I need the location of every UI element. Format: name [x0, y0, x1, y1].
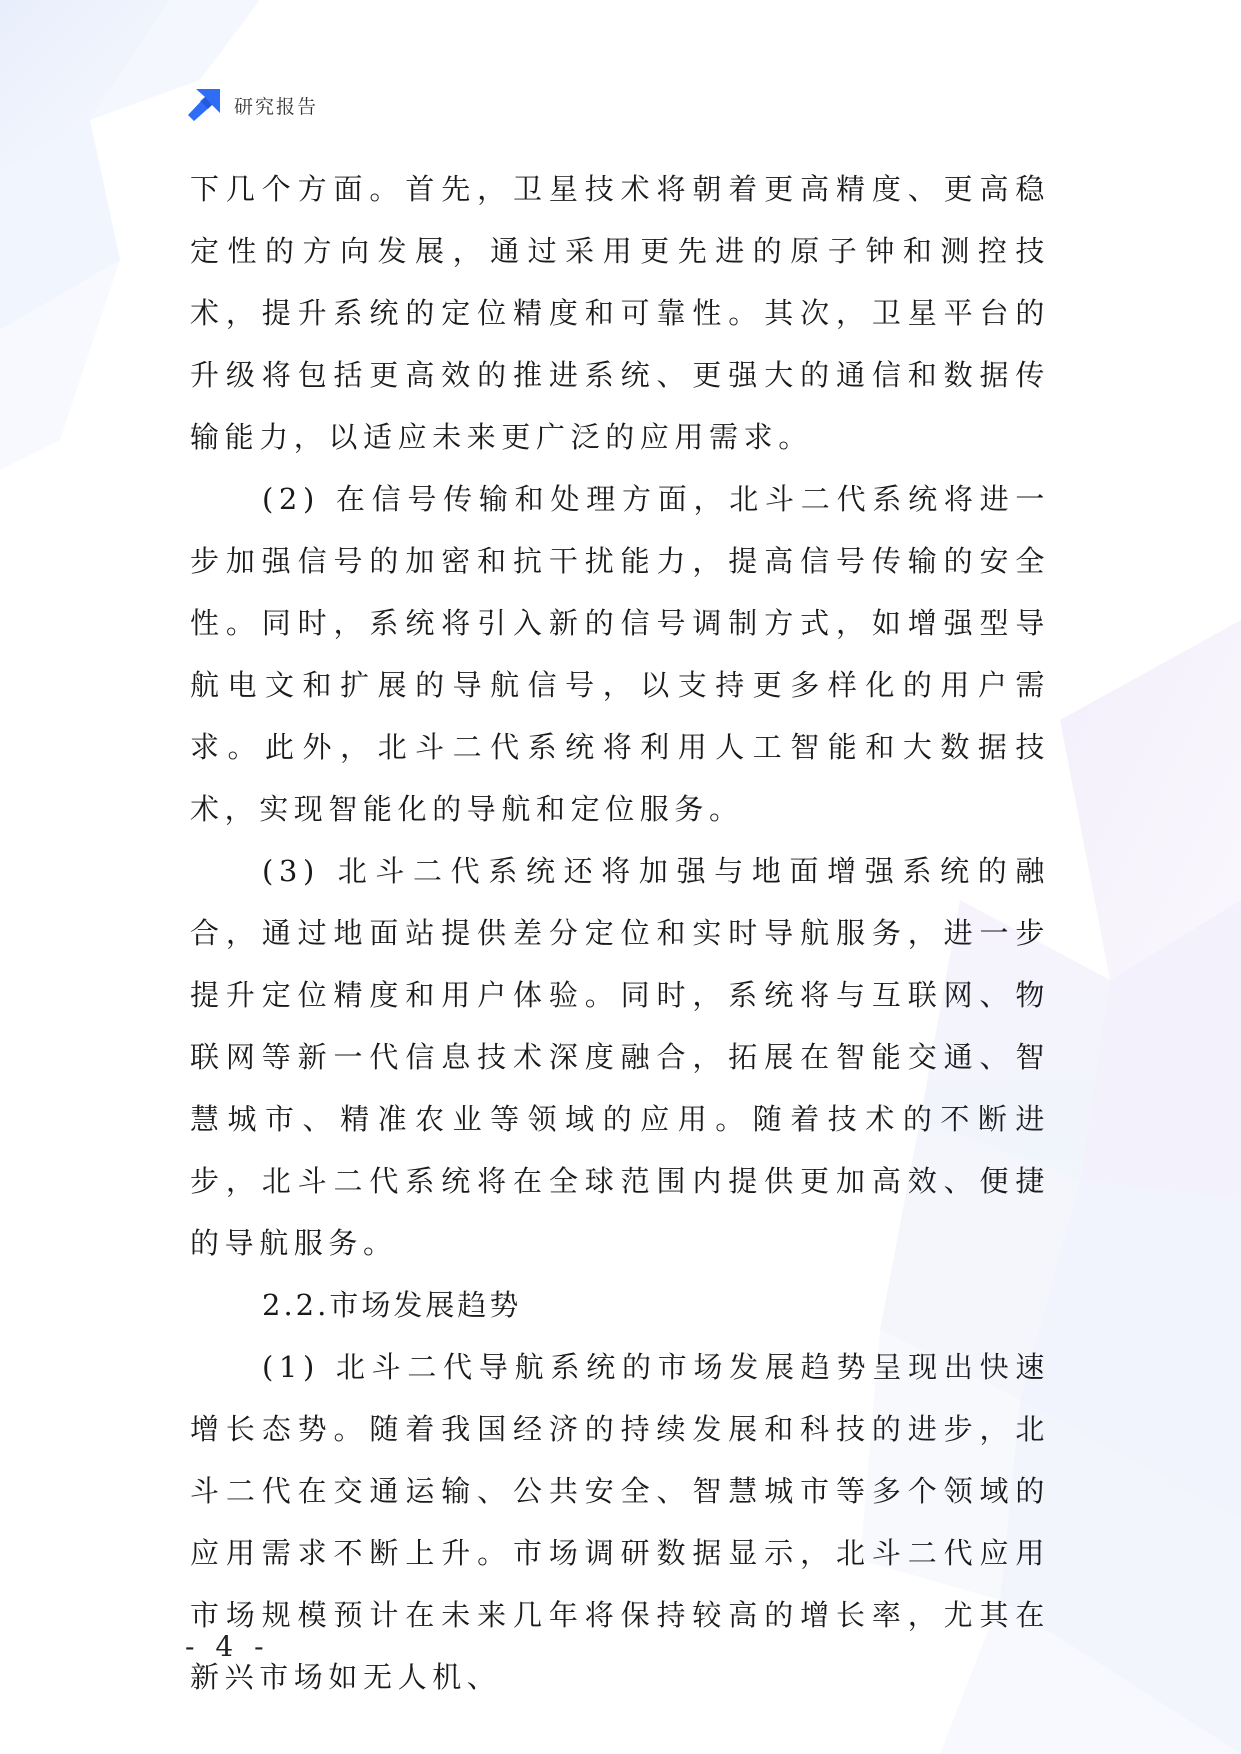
header-title: 研究报告: [234, 95, 319, 118]
paragraph-market-1: (1) 北斗二代导航系统的市场发展趋势呈现出快速增长态势。随着我国经济的持续发展和科技的进步，北斗二代在交通运输、公共安全、智慧城市等多个领域的应用需求不断上升。市场调研数据显示，北斗二代应用市场规模预计在未来几年将保持较高的增长率，尤其在新兴市场如无人机、: [190, 1350, 1050, 1694]
paragraph-item-3: (3) 北斗二代系统还将加强与地面增强系统的融合，通过地面站提供差分定位和实时导航服务，进一步提升定位精度和用户体验。同时，系统将与互联网、物联网等新一代信息技术深度融合，拓展在智能交通、智慧城市、精准农业等领域的应用。随着技术的不断进步，北斗二代系统将在全球范围内提供更加高效、便捷的导航服务。: [190, 854, 1050, 1260]
document-body: [190, 158, 1050, 1708]
report-header: [188, 88, 318, 122]
paragraph-item-2: (2) 在信号传输和处理方面，北斗二代系统将进一步加强信号的加密和抗干扰能力，提高信号传输的安全性。同时，系统将引入新的信号调制方式，如增强型导航电文和扩展的导航信号，以支持更多样化的用户需求。此外，北斗二代系统将利用人工智能和大数据技术，实现智能化的导航和定位服务。: [190, 482, 1050, 826]
paragraph-continuation: 下几个方面。首先，卫星技术将朝着更高精度、更高稳定性的方向发展，通过采用更先进的原子钟和测控技术，提升系统的定位精度和可靠性。其次，卫星平台的升级将包括更高效的推进系统、更强大的通信和数据传输能力，以适应未来更广泛的应用需求。: [190, 172, 1050, 454]
section-heading: 2.2.市场发展趋势: [262, 1288, 522, 1322]
page-number: - 4 -: [185, 1630, 270, 1663]
arrow-up-right-icon: [188, 89, 220, 121]
